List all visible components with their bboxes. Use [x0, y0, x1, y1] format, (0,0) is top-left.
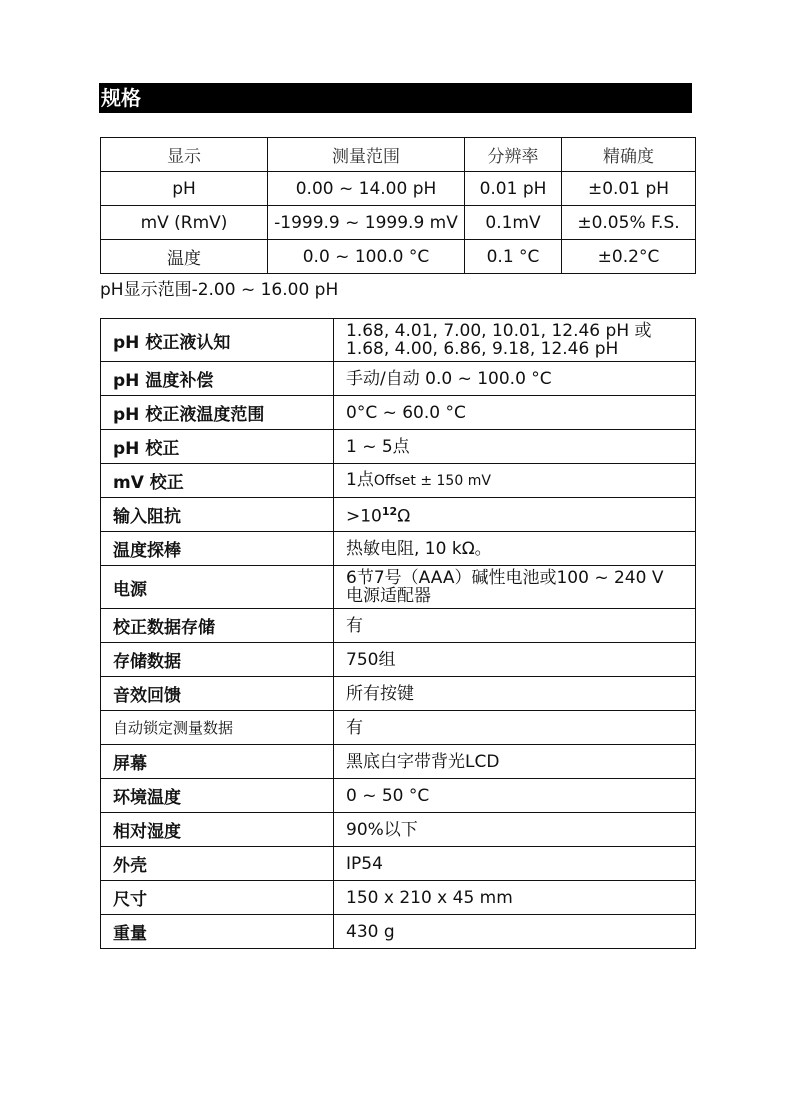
spec-row-auto-hold: [101, 711, 696, 745]
spec-row-audio-feedback: [101, 677, 696, 711]
header-range: 测量范围: [268, 138, 465, 172]
spec-value: 手动/自动 0.0 ~ 100.0 °C: [334, 362, 696, 396]
spec-value: 所有按键: [334, 677, 696, 711]
section-title: 规格: [99, 83, 692, 113]
spec-label: 输入阻抗: [101, 498, 334, 532]
table-row: [101, 206, 696, 240]
spec-row-housing: [101, 847, 696, 881]
table-row: [101, 172, 696, 206]
spec-row-buffer-temp-range: [101, 396, 696, 430]
spec-row-ph-cal: [101, 430, 696, 464]
spec-value: 150 x 210 x 45 mm: [334, 881, 696, 915]
spec-row-temp-comp: [101, 362, 696, 396]
spec-label: 外壳: [101, 847, 334, 881]
header-display: 显示: [101, 138, 268, 172]
cell-resolution: 0.1 °C: [465, 240, 562, 274]
spec-value: 750组: [334, 643, 696, 677]
spec-row-impedance: [101, 498, 696, 532]
spec-value: 90%以下: [334, 813, 696, 847]
spec-row-power: [101, 566, 696, 609]
impedance-base: >10: [346, 506, 382, 527]
spec-row-cal-storage: [101, 609, 696, 643]
spec-value-line: 1.68, 4.00, 6.86, 9.18, 12.46 pH: [346, 339, 619, 359]
spec-label: 重量: [101, 915, 334, 949]
ph-display-range-note: pH显示范围-2.00 ~ 16.00 pH: [100, 280, 339, 300]
spec-value: 黑底白字带背光LCD: [334, 745, 696, 779]
spec-value: IP54: [334, 847, 696, 881]
spec-label: 环境温度: [101, 779, 334, 813]
cell-accuracy: ±0.01 pH: [562, 172, 696, 206]
cell-range: 0.0 ~ 100.0 °C: [268, 240, 465, 274]
cell-display: pH: [101, 172, 268, 206]
cell-range: 0.00 ~ 14.00 pH: [268, 172, 465, 206]
cell-resolution: 0.1mV: [465, 206, 562, 240]
spec-label: mV 校正: [101, 464, 334, 498]
spec-value: [334, 464, 696, 498]
spec-value: [334, 498, 696, 532]
specification-table: [100, 318, 696, 949]
spec-value: 有: [334, 711, 696, 745]
spec-value: [334, 566, 696, 609]
spec-row-mv-cal: [101, 464, 696, 498]
spec-label: 自动锁定测量数据: [101, 711, 334, 745]
spec-value-prefix: 1点: [346, 470, 374, 490]
spec-value: 0°C ~ 60.0 °C: [334, 396, 696, 430]
spec-row-humidity: [101, 813, 696, 847]
spec-value: 430 g: [334, 915, 696, 949]
cell-display: 温度: [101, 240, 268, 274]
ohm-unit: Ω: [397, 506, 411, 527]
spec-value-line: 电源适配器: [346, 586, 431, 606]
measurement-range-table: [100, 137, 696, 274]
spec-label: pH 校正: [101, 430, 334, 464]
spec-label: 温度探棒: [101, 532, 334, 566]
spec-value: [334, 319, 696, 362]
spec-row-buffer-recognition: [101, 319, 696, 362]
spec-value-line: 1.68, 4.01, 7.00, 10.01, 12.46 pH 或: [346, 321, 652, 341]
spec-value: 1 ~ 5点: [334, 430, 696, 464]
spec-label: 电源: [101, 566, 334, 609]
spec-value: 0 ~ 50 °C: [334, 779, 696, 813]
spec-label: pH 校正液温度范围: [101, 396, 334, 430]
spec-value: 热敏电阻, 10 kΩ。: [334, 532, 696, 566]
spec-label: 屏幕: [101, 745, 334, 779]
spec-label: 校正数据存储: [101, 609, 334, 643]
spec-label: pH 温度补偿: [101, 362, 334, 396]
spec-row-temp-probe: [101, 532, 696, 566]
cell-resolution: 0.01 pH: [465, 172, 562, 206]
spec-label: 尺寸: [101, 881, 334, 915]
header-resolution: 分辨率: [465, 138, 562, 172]
spec-value-line: 6节7号（AAA）碱性电池或100 ~ 240 V: [346, 568, 664, 588]
spec-row-dimensions: [101, 881, 696, 915]
cell-accuracy: ±0.2°C: [562, 240, 696, 274]
spec-row-display: [101, 745, 696, 779]
table-row: [101, 240, 696, 274]
table-header-row: [101, 138, 696, 172]
spec-value-suffix: Offset ± 150 mV: [373, 473, 491, 489]
spec-label: pH 校正液认知: [101, 319, 334, 362]
spec-row-weight: [101, 915, 696, 949]
impedance-exponent: 12: [381, 505, 398, 519]
spec-label: 存储数据: [101, 643, 334, 677]
cell-range: -1999.9 ~ 1999.9 mV: [268, 206, 465, 240]
header-accuracy: 精确度: [562, 138, 696, 172]
spec-label: 相对湿度: [101, 813, 334, 847]
spec-row-data-storage: [101, 643, 696, 677]
spec-row-env-temp: [101, 779, 696, 813]
cell-accuracy: ±0.05% F.S.: [562, 206, 696, 240]
cell-display: mV (RmV): [101, 206, 268, 240]
spec-value: 有: [334, 609, 696, 643]
spec-label: 音效回馈: [101, 677, 334, 711]
